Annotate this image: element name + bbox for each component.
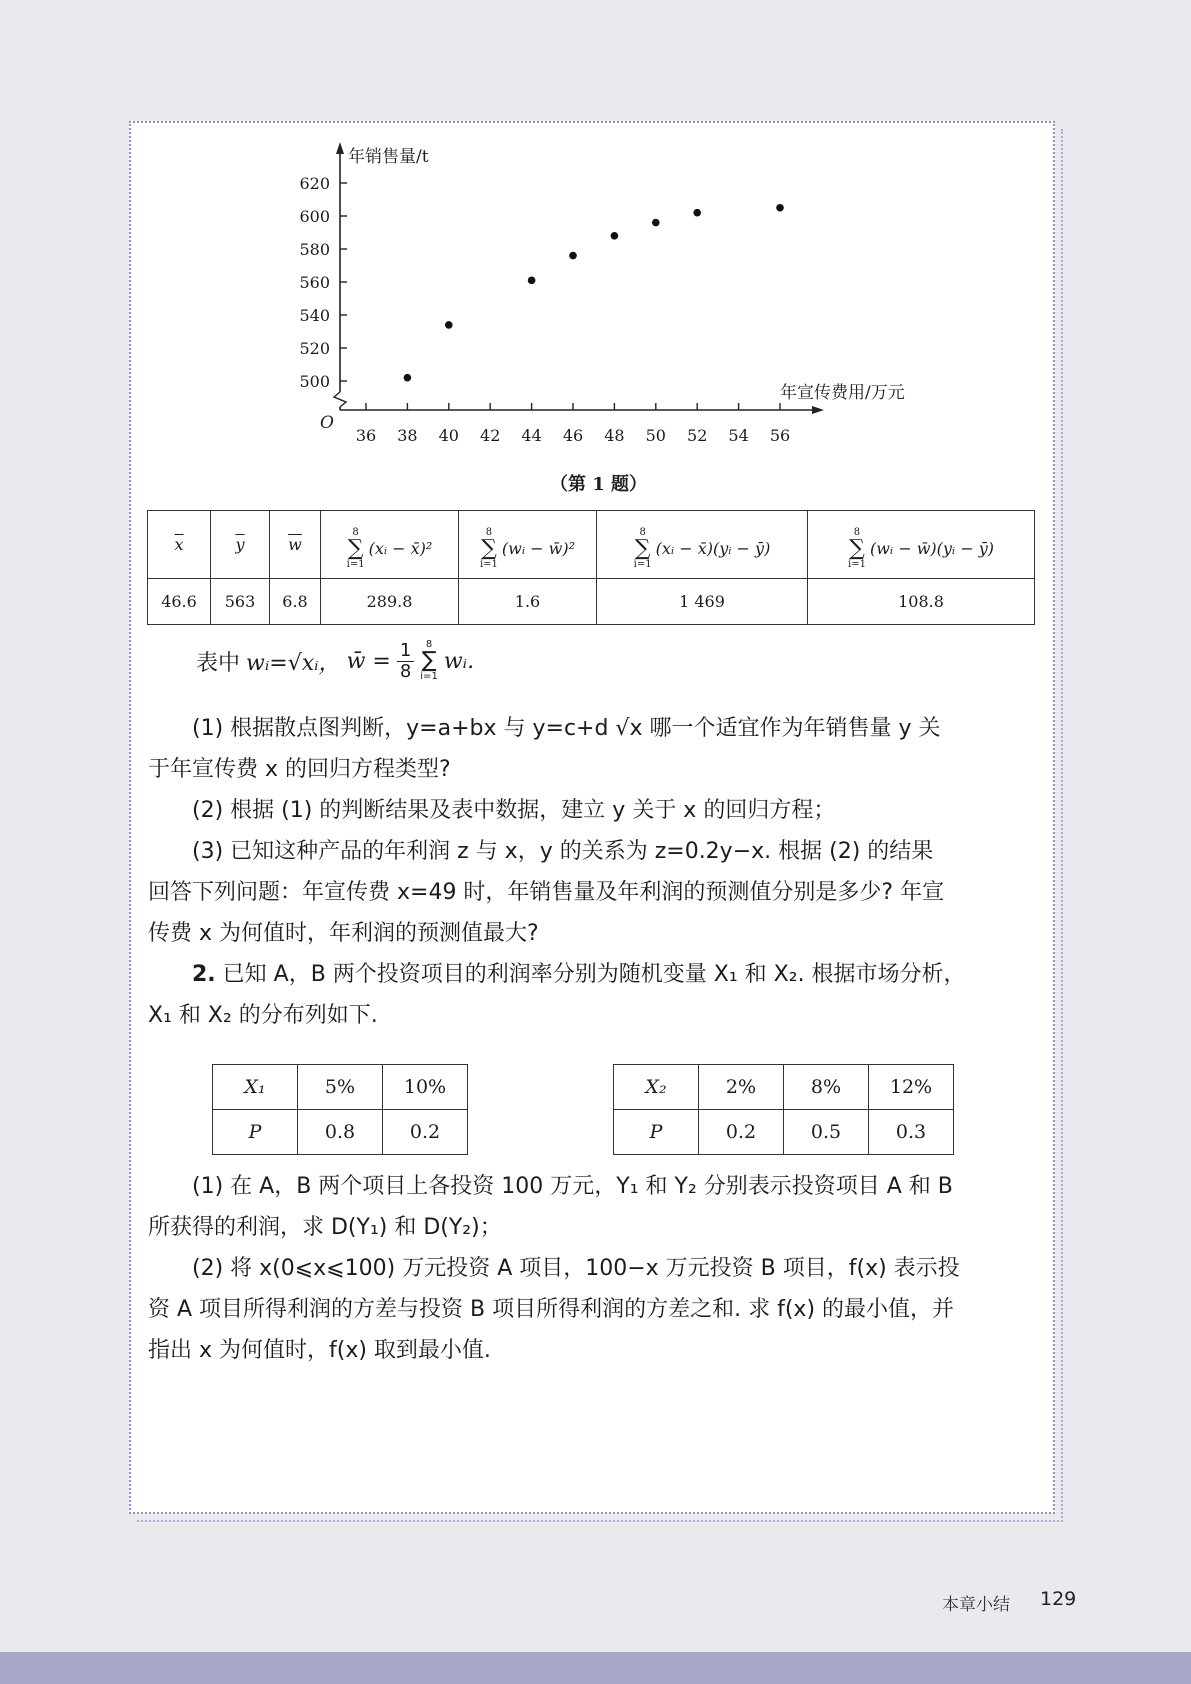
data-point [404, 374, 412, 382]
x-axis-label: 年宣传费用/万元 [780, 383, 905, 403]
stats-cell: 563 [211, 579, 270, 625]
stats-header-ybar: $\overline{y}$ [211, 511, 270, 579]
q1-part3-line2: 回答下列问题：年宣传费 x=49 时，年销售量及年利润的预测值分别是多少? 年宣 [148, 880, 945, 905]
x-tick-label: 40 [438, 426, 459, 445]
x-tick-label: 36 [355, 426, 377, 445]
stats-header-wbar: $\overline{w}$ [270, 511, 321, 579]
note-sigma: 8 ∑ i=1 [420, 639, 438, 682]
q2-part1-line1: (1) 在 A，B 两个项目上各投资 100 万元，Y₁ 和 Y₂ 分别表示投资项目 A 和 B [192, 1174, 953, 1199]
chart-caption: （第 1 题） [550, 474, 648, 495]
q1-part1-line1: (1) 根据散点图判断，y=a+bx 与 y=c+d √x 哪一个适宜作为年销售量 y 关 [192, 716, 941, 741]
stats-cell: 46.6 [148, 579, 211, 625]
x-tick-label: 38 [397, 426, 418, 445]
stats-header-sum-3: 8 ∑ i=1 (xᵢ − x̄)(yᵢ − ȳ) [597, 511, 808, 579]
page-number: 129 [1040, 1588, 1077, 1610]
x-tick-label: 46 [562, 426, 584, 445]
q2-part2-line3: 指出 x 为何值时，f(x) 取到最小值. [148, 1338, 491, 1363]
note-w-definition: wᵢ=√xᵢ， [246, 650, 341, 676]
y-tick-label: 520 [299, 339, 330, 358]
q2-number: 2. [192, 962, 216, 987]
y-axis-label: 年销售量/t [348, 147, 429, 167]
dist2-cell: 2% [699, 1065, 784, 1110]
x-tick-label: 44 [521, 426, 542, 445]
stats-header-sum-4: 8 ∑ i=1 (wᵢ − w̄)(yᵢ − ȳ) [808, 511, 1035, 579]
dist1-cell: 10% [383, 1065, 468, 1110]
q2-intro-line2: X₁ 和 X₂ 的分布列如下. [148, 1003, 378, 1028]
bottom-band [0, 1652, 1191, 1684]
dist2-cell: P [614, 1110, 699, 1155]
table-note [196, 640, 474, 682]
stats-cell: 1.6 [459, 579, 597, 625]
dist2-cell: X₂ [614, 1065, 699, 1110]
data-point [445, 321, 453, 329]
note-fraction: $\frac{1}{8}$ [397, 641, 414, 682]
stats-header-sum-2: 8 ∑ i=1 (wᵢ − w̄)² [459, 511, 597, 579]
stats-cell: 6.8 [270, 579, 321, 625]
y-tick-label: 620 [299, 174, 330, 193]
stats-cell: 108.8 [808, 579, 1035, 625]
y-tick-label: 540 [299, 306, 330, 325]
y-axis-break [334, 392, 346, 407]
stats-table [147, 510, 1035, 625]
data-point [611, 232, 619, 240]
dist2-cell: 0.3 [869, 1110, 954, 1155]
y-tick-label: 600 [299, 207, 330, 226]
chapter-label: 本章小结 [942, 1595, 1010, 1615]
x-tick-label: 54 [728, 426, 749, 445]
dist2-cell: 0.2 [699, 1110, 784, 1155]
x-tick-label: 56 [769, 426, 791, 445]
x-tick-label: 42 [480, 426, 501, 445]
y-tick-label: 580 [299, 240, 330, 259]
stats-cell: 1 469 [597, 579, 808, 625]
distribution-table-x1 [212, 1064, 468, 1155]
y-tick-label: 560 [299, 273, 330, 292]
x-axis-arrow [812, 406, 824, 414]
x-tick-label: 48 [604, 426, 625, 445]
stats-header-sum-1: 8 ∑ i=1 (xᵢ − x̄)² [321, 511, 459, 579]
dist1-cell: 0.2 [383, 1110, 468, 1155]
q2-intro-text: 已知 A，B 两个投资项目的利润率分别为随机变量 X₁ 和 X₂. 根据市场分析， [222, 962, 966, 987]
data-point [652, 219, 660, 227]
note-tail: wᵢ. [443, 648, 475, 674]
data-point [693, 209, 701, 217]
stats-header-xbar: $\overline{x}$ [148, 511, 211, 579]
q2-part2-line1: (2) 将 x(0⩽x⩽100) 万元投资 A 项目，100−x 万元投资 B 项目，f(x) 表示投 [192, 1256, 960, 1281]
origin-label: O [320, 413, 334, 433]
q1-part3-line3: 传费 x 为何值时，年利润的预测值最大? [148, 921, 539, 946]
q2-intro-line1 [148, 954, 1036, 995]
dist2-cell: 0.5 [784, 1110, 869, 1155]
q1-part2: (2) 根据 (1) 的判断结果及表中数据，建立 y 关于 x 的回归方程； [192, 798, 836, 823]
data-point [528, 277, 536, 285]
scatter-chart [290, 138, 930, 448]
dist1-cell: 5% [298, 1065, 383, 1110]
distribution-table-x2 [613, 1064, 954, 1155]
question-1-parts [148, 708, 1036, 1036]
dist1-cell: 0.8 [298, 1110, 383, 1155]
dist2-cell: 8% [784, 1065, 869, 1110]
dist1-cell: X₁ [213, 1065, 298, 1110]
q2-part2-line2: 资 A 项目所得利润的方差与投资 B 项目所得利润的方差之和. 求 f(x) 的最小值，并 [148, 1297, 955, 1322]
note-prefix: 表中 [196, 650, 241, 676]
dist2-cell: 12% [869, 1065, 954, 1110]
question-2-parts [148, 1166, 1036, 1371]
data-point [569, 252, 577, 260]
stats-cell: 289.8 [321, 579, 459, 625]
y-tick-label: 500 [299, 372, 330, 391]
dist1-cell: P [213, 1110, 298, 1155]
q1-part3-line1: (3) 已知这种产品的年利润 z 与 x，y 的关系为 z=0.2y−x. 根据 (2) 的结果 [192, 839, 934, 864]
q1-part1-line2: 于年宣传费 x 的回归方程类型? [148, 757, 451, 782]
data-point [776, 204, 784, 212]
y-axis-arrow [336, 142, 344, 154]
q2-part1-line2: 所获得的利润，求 D(Y₁) 和 D(Y₂)； [148, 1215, 502, 1240]
x-tick-label: 50 [645, 426, 666, 445]
x-tick-label: 52 [687, 426, 708, 445]
note-wbar: w̄ = [346, 648, 391, 674]
